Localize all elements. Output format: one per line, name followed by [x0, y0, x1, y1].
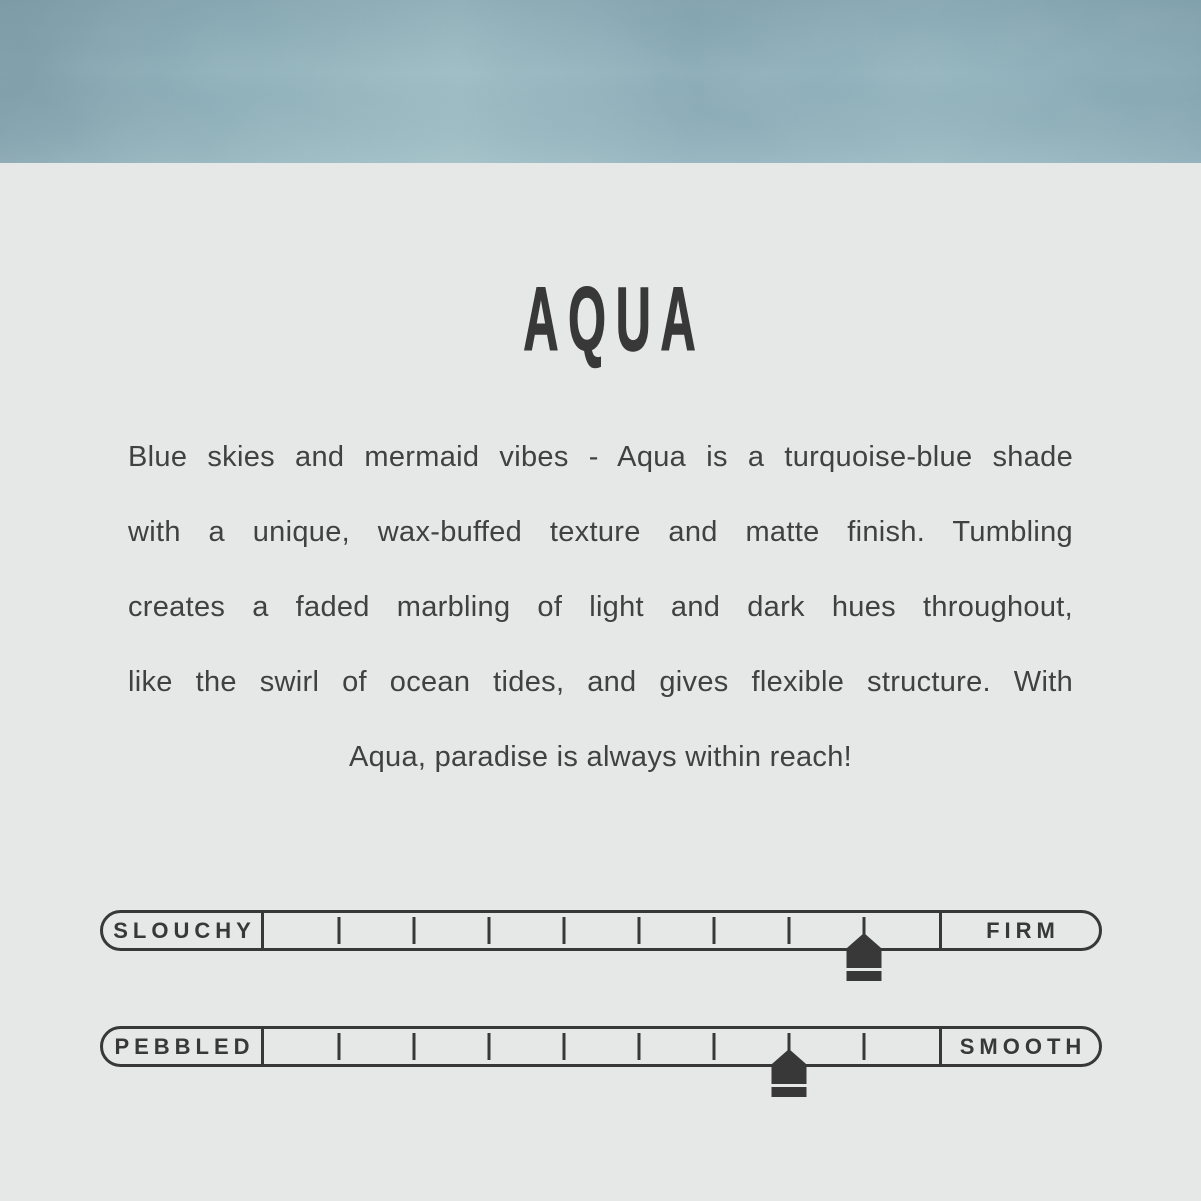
- firmness-slider: [100, 910, 1102, 951]
- tick-mark: [713, 1033, 716, 1060]
- description-line: Aqua, paradise is always within reach!: [348, 741, 853, 773]
- description-line: like the swirl of ocean tides, and gives flexible structure. With: [128, 666, 1073, 698]
- tick-mark: [337, 1033, 340, 1060]
- slider-right-label: SMOOTH: [939, 1029, 1099, 1064]
- slider-marker[interactable]: [846, 933, 881, 981]
- slider-track: [264, 913, 939, 948]
- slider-left-label: SLOUCHY: [103, 913, 264, 948]
- marker-base-bar: [846, 971, 881, 981]
- leather-texture-image: [0, 0, 1201, 163]
- description-line: with a unique, wax-buffed texture and matte finish. Tumbling: [128, 516, 1073, 548]
- tick-mark: [788, 917, 791, 944]
- description-paragraph: [128, 420, 1073, 795]
- texture-slider: [100, 1026, 1102, 1067]
- slider-left-label: PEBBLED: [103, 1029, 264, 1064]
- tick-mark: [412, 1033, 415, 1060]
- tick-mark: [412, 917, 415, 944]
- tick-mark: [862, 1033, 865, 1060]
- slider-right-label: FIRM: [939, 913, 1099, 948]
- tick-mark: [713, 917, 716, 944]
- marker-pointer-icon: [846, 933, 881, 968]
- tick-mark: [638, 1033, 641, 1060]
- slider-track: [264, 1029, 939, 1064]
- tick-mark: [638, 917, 641, 944]
- tick-mark: [337, 917, 340, 944]
- description-line: Blue skies and mermaid vibes - Aqua is a turquoise-blue shade: [128, 441, 1073, 473]
- slider-marker[interactable]: [772, 1049, 807, 1097]
- marker-pointer-icon: [772, 1049, 807, 1084]
- aqua-leather-texture: [0, 0, 1201, 163]
- tick-mark: [488, 917, 491, 944]
- description-line: creates a faded marbling of light and dark hues throughout,: [128, 591, 1073, 623]
- marker-base-bar: [772, 1087, 807, 1097]
- tick-mark: [488, 1033, 491, 1060]
- page-title: AQUA: [523, 270, 706, 370]
- tick-mark: [562, 917, 565, 944]
- tick-mark: [562, 1033, 565, 1060]
